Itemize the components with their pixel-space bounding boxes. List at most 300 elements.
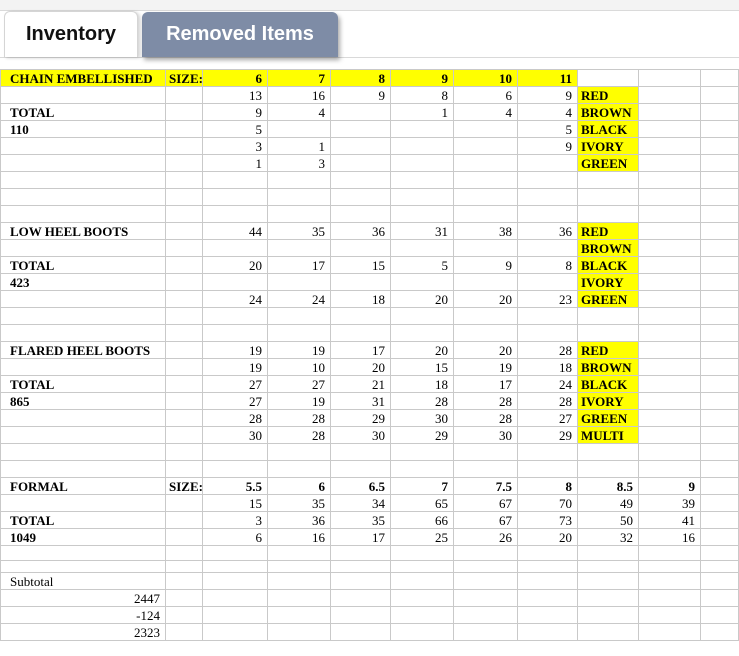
cell[interactable] xyxy=(166,376,203,393)
cell[interactable] xyxy=(454,189,518,206)
cell[interactable] xyxy=(268,308,331,325)
cell[interactable] xyxy=(1,359,166,376)
cell[interactable] xyxy=(331,607,391,624)
cell[interactable] xyxy=(1,495,166,512)
color-label[interactable]: MULTI xyxy=(578,427,639,444)
value-cell[interactable]: 8 xyxy=(391,87,454,104)
cell[interactable] xyxy=(454,325,518,342)
color-label[interactable]: BROWN xyxy=(578,240,639,257)
value-cell[interactable]: 38 xyxy=(454,223,518,240)
cell[interactable] xyxy=(639,342,701,359)
value-cell[interactable] xyxy=(391,274,454,291)
section-title[interactable]: FORMAL xyxy=(1,478,166,495)
cell[interactable] xyxy=(391,172,454,189)
cell[interactable] xyxy=(391,325,454,342)
value-cell[interactable]: 27 xyxy=(268,376,331,393)
cell[interactable] xyxy=(1,461,166,478)
cell[interactable] xyxy=(639,325,701,342)
cell[interactable] xyxy=(701,624,739,641)
cell[interactable] xyxy=(701,590,739,607)
cell[interactable] xyxy=(1,138,166,155)
cell[interactable] xyxy=(701,342,739,359)
value-cell[interactable]: 29 xyxy=(391,427,454,444)
cell[interactable] xyxy=(1,189,166,206)
value-cell[interactable]: 15 xyxy=(391,359,454,376)
cell[interactable] xyxy=(639,393,701,410)
value-cell[interactable] xyxy=(454,240,518,257)
value-cell[interactable]: 18 xyxy=(391,376,454,393)
value-cell[interactable]: 31 xyxy=(391,223,454,240)
cell[interactable] xyxy=(639,138,701,155)
cell[interactable] xyxy=(578,70,639,87)
color-label[interactable]: IVORY xyxy=(578,393,639,410)
value-cell[interactable]: 26 xyxy=(454,529,518,546)
value-cell[interactable]: 20 xyxy=(391,291,454,308)
value-cell[interactable]: 1 xyxy=(203,155,268,172)
cell[interactable] xyxy=(331,546,391,561)
value-cell[interactable] xyxy=(331,155,391,172)
cell[interactable] xyxy=(166,427,203,444)
color-label[interactable]: BLACK xyxy=(578,121,639,138)
cell[interactable] xyxy=(639,573,701,590)
cell[interactable] xyxy=(166,461,203,478)
value-cell[interactable] xyxy=(331,138,391,155)
value-cell[interactable]: 41 xyxy=(639,512,701,529)
value-cell[interactable]: 73 xyxy=(518,512,578,529)
cell[interactable] xyxy=(701,138,739,155)
subtotal-value[interactable]: -124 xyxy=(1,607,166,624)
value-cell[interactable]: 28 xyxy=(454,410,518,427)
cell[interactable] xyxy=(166,104,203,121)
value-cell[interactable]: 9 xyxy=(454,257,518,274)
cell[interactable] xyxy=(518,546,578,561)
cell[interactable] xyxy=(166,121,203,138)
value-cell[interactable]: 23 xyxy=(518,291,578,308)
cell[interactable] xyxy=(391,590,454,607)
value-cell[interactable]: 1 xyxy=(268,138,331,155)
value-cell[interactable]: 13 xyxy=(203,87,268,104)
size-label[interactable]: SIZE: xyxy=(166,478,203,495)
value-cell[interactable]: 65 xyxy=(391,495,454,512)
value-cell[interactable]: 4 xyxy=(454,104,518,121)
cell[interactable] xyxy=(701,189,739,206)
value-cell[interactable]: 3 xyxy=(268,155,331,172)
cell[interactable] xyxy=(268,624,331,641)
value-cell[interactable]: 6 xyxy=(454,87,518,104)
cell[interactable] xyxy=(639,461,701,478)
cell[interactable] xyxy=(701,223,739,240)
cell[interactable] xyxy=(166,410,203,427)
value-cell[interactable]: 15 xyxy=(331,257,391,274)
cell[interactable] xyxy=(639,189,701,206)
cell[interactable] xyxy=(454,624,518,641)
color-label[interactable]: RED xyxy=(578,342,639,359)
cell[interactable] xyxy=(701,495,739,512)
cell[interactable] xyxy=(166,274,203,291)
section-title[interactable]: CHAIN EMBELLISHED xyxy=(1,70,166,87)
value-cell[interactable]: 32 xyxy=(578,529,639,546)
cell[interactable] xyxy=(518,607,578,624)
value-cell[interactable]: 30 xyxy=(454,427,518,444)
cell[interactable] xyxy=(268,590,331,607)
cell[interactable] xyxy=(518,444,578,461)
cell[interactable] xyxy=(578,189,639,206)
value-cell[interactable] xyxy=(518,155,578,172)
cell[interactable] xyxy=(701,257,739,274)
cell[interactable] xyxy=(203,607,268,624)
row-label[interactable]: 110 xyxy=(1,121,166,138)
row-label[interactable]: 865 xyxy=(1,393,166,410)
cell[interactable] xyxy=(518,325,578,342)
value-cell[interactable]: 30 xyxy=(391,410,454,427)
value-cell[interactable]: 20 xyxy=(331,359,391,376)
cell[interactable] xyxy=(639,257,701,274)
cell[interactable] xyxy=(391,624,454,641)
cell[interactable] xyxy=(454,461,518,478)
cell[interactable] xyxy=(1,155,166,172)
value-cell[interactable]: 28 xyxy=(391,393,454,410)
cell[interactable] xyxy=(639,172,701,189)
row-label[interactable]: FLARED HEEL BOOTS xyxy=(1,342,166,359)
cell[interactable] xyxy=(391,444,454,461)
cell[interactable] xyxy=(578,546,639,561)
cell[interactable] xyxy=(331,189,391,206)
value-cell[interactable]: 27 xyxy=(203,393,268,410)
value-cell[interactable]: 20 xyxy=(203,257,268,274)
color-label[interactable]: RED xyxy=(578,87,639,104)
cell[interactable] xyxy=(203,590,268,607)
cell[interactable] xyxy=(166,561,203,573)
cell[interactable] xyxy=(639,607,701,624)
size-header-cell[interactable]: 6 xyxy=(268,478,331,495)
cell[interactable] xyxy=(203,573,268,590)
cell[interactable] xyxy=(639,291,701,308)
value-cell[interactable] xyxy=(454,274,518,291)
value-cell[interactable]: 18 xyxy=(331,291,391,308)
cell[interactable] xyxy=(166,607,203,624)
color-label[interactable]: GREEN xyxy=(578,410,639,427)
value-cell[interactable] xyxy=(391,240,454,257)
value-cell[interactable]: 9 xyxy=(331,87,391,104)
cell[interactable] xyxy=(578,308,639,325)
cell[interactable] xyxy=(639,444,701,461)
value-cell[interactable]: 17 xyxy=(454,376,518,393)
cell[interactable] xyxy=(454,172,518,189)
cell[interactable] xyxy=(701,359,739,376)
value-cell[interactable] xyxy=(454,121,518,138)
value-cell[interactable] xyxy=(518,274,578,291)
value-cell[interactable] xyxy=(454,138,518,155)
value-cell[interactable]: 24 xyxy=(268,291,331,308)
cell[interactable] xyxy=(166,495,203,512)
cell[interactable] xyxy=(391,189,454,206)
cell[interactable] xyxy=(639,223,701,240)
value-cell[interactable] xyxy=(391,155,454,172)
cell[interactable] xyxy=(454,573,518,590)
cell[interactable] xyxy=(639,274,701,291)
value-cell[interactable] xyxy=(331,104,391,121)
value-cell[interactable]: 8 xyxy=(518,257,578,274)
cell[interactable] xyxy=(578,607,639,624)
size-header-cell[interactable]: 7 xyxy=(268,70,331,87)
size-header-cell[interactable]: 11 xyxy=(518,70,578,87)
value-cell[interactable]: 66 xyxy=(391,512,454,529)
value-cell[interactable]: 10 xyxy=(268,359,331,376)
cell[interactable] xyxy=(166,308,203,325)
cell[interactable] xyxy=(268,189,331,206)
cell[interactable] xyxy=(203,546,268,561)
cell[interactable] xyxy=(203,172,268,189)
cell[interactable] xyxy=(701,461,739,478)
value-cell[interactable]: 30 xyxy=(331,427,391,444)
cell[interactable] xyxy=(1,291,166,308)
value-cell[interactable]: 29 xyxy=(518,427,578,444)
cell[interactable] xyxy=(639,359,701,376)
cell[interactable] xyxy=(166,138,203,155)
cell[interactable] xyxy=(331,308,391,325)
value-cell[interactable]: 27 xyxy=(518,410,578,427)
value-cell[interactable]: 28 xyxy=(268,427,331,444)
value-cell[interactable]: 9 xyxy=(518,138,578,155)
cell[interactable] xyxy=(1,240,166,257)
value-cell[interactable] xyxy=(518,240,578,257)
cell[interactable] xyxy=(701,607,739,624)
cell[interactable] xyxy=(454,561,518,573)
value-cell[interactable] xyxy=(331,240,391,257)
value-cell[interactable] xyxy=(268,240,331,257)
cell[interactable] xyxy=(203,624,268,641)
value-cell[interactable]: 4 xyxy=(268,104,331,121)
value-cell[interactable]: 24 xyxy=(518,376,578,393)
value-cell[interactable]: 16 xyxy=(639,529,701,546)
cell[interactable] xyxy=(166,291,203,308)
cell[interactable] xyxy=(166,393,203,410)
cell[interactable] xyxy=(454,444,518,461)
color-label[interactable]: BLACK xyxy=(578,257,639,274)
cell[interactable] xyxy=(268,325,331,342)
cell[interactable] xyxy=(454,607,518,624)
value-cell[interactable] xyxy=(203,240,268,257)
cell[interactable] xyxy=(701,512,739,529)
cell[interactable] xyxy=(391,561,454,573)
cell[interactable] xyxy=(639,376,701,393)
value-cell[interactable]: 3 xyxy=(203,138,268,155)
value-cell[interactable] xyxy=(391,121,454,138)
cell[interactable] xyxy=(331,461,391,478)
cell[interactable] xyxy=(331,624,391,641)
cell[interactable] xyxy=(578,573,639,590)
cell[interactable] xyxy=(203,444,268,461)
value-cell[interactable]: 4 xyxy=(518,104,578,121)
cell[interactable] xyxy=(639,308,701,325)
value-cell[interactable]: 3 xyxy=(203,512,268,529)
cell[interactable] xyxy=(518,590,578,607)
subtotal-value[interactable]: 2323 xyxy=(1,624,166,641)
cell[interactable] xyxy=(166,325,203,342)
value-cell[interactable]: 31 xyxy=(331,393,391,410)
value-cell[interactable]: 50 xyxy=(578,512,639,529)
value-cell[interactable]: 30 xyxy=(203,427,268,444)
value-cell[interactable] xyxy=(454,155,518,172)
cell[interactable] xyxy=(391,461,454,478)
row-label[interactable]: TOTAL xyxy=(1,376,166,393)
value-cell[interactable]: 34 xyxy=(331,495,391,512)
size-header-cell[interactable]: 10 xyxy=(454,70,518,87)
cell[interactable] xyxy=(701,104,739,121)
value-cell[interactable]: 20 xyxy=(454,291,518,308)
cell[interactable] xyxy=(578,325,639,342)
value-cell[interactable]: 5 xyxy=(203,121,268,138)
cell[interactable] xyxy=(701,376,739,393)
cell[interactable] xyxy=(331,206,391,223)
value-cell[interactable]: 24 xyxy=(203,291,268,308)
cell[interactable] xyxy=(578,172,639,189)
cell[interactable] xyxy=(639,624,701,641)
value-cell[interactable]: 28 xyxy=(203,410,268,427)
cell[interactable] xyxy=(639,70,701,87)
cell[interactable] xyxy=(166,223,203,240)
cell[interactable] xyxy=(578,206,639,223)
cell[interactable] xyxy=(1,410,166,427)
cell[interactable] xyxy=(701,410,739,427)
value-cell[interactable]: 5 xyxy=(518,121,578,138)
row-label[interactable]: TOTAL xyxy=(1,257,166,274)
value-cell[interactable]: 35 xyxy=(331,512,391,529)
cell[interactable] xyxy=(166,189,203,206)
cell[interactable] xyxy=(268,561,331,573)
cell[interactable] xyxy=(203,325,268,342)
cell[interactable] xyxy=(203,461,268,478)
value-cell[interactable]: 36 xyxy=(268,512,331,529)
size-header-cell[interactable]: 8 xyxy=(331,70,391,87)
size-header-cell[interactable]: 7 xyxy=(391,478,454,495)
cell[interactable] xyxy=(331,590,391,607)
cell[interactable] xyxy=(1,172,166,189)
cell[interactable] xyxy=(518,573,578,590)
cell[interactable] xyxy=(701,87,739,104)
cell[interactable] xyxy=(701,121,739,138)
cell[interactable] xyxy=(701,172,739,189)
size-header-cell[interactable]: 9 xyxy=(391,70,454,87)
cell[interactable] xyxy=(331,172,391,189)
value-cell[interactable]: 67 xyxy=(454,495,518,512)
cell[interactable] xyxy=(639,87,701,104)
cell[interactable] xyxy=(166,206,203,223)
cell[interactable] xyxy=(166,529,203,546)
cell[interactable] xyxy=(1,546,166,561)
cell[interactable] xyxy=(268,172,331,189)
cell[interactable] xyxy=(518,561,578,573)
cell[interactable] xyxy=(331,561,391,573)
cell[interactable] xyxy=(578,461,639,478)
cell[interactable] xyxy=(268,461,331,478)
value-cell[interactable]: 6 xyxy=(203,529,268,546)
value-cell[interactable] xyxy=(331,274,391,291)
value-cell[interactable]: 36 xyxy=(331,223,391,240)
cell[interactable] xyxy=(268,546,331,561)
cell[interactable] xyxy=(331,573,391,590)
value-cell[interactable]: 27 xyxy=(203,376,268,393)
cell[interactable] xyxy=(454,308,518,325)
cell[interactable] xyxy=(1,308,166,325)
cell[interactable] xyxy=(518,206,578,223)
cell[interactable] xyxy=(268,573,331,590)
row-label[interactable]: 1049 xyxy=(1,529,166,546)
value-cell[interactable]: 19 xyxy=(203,342,268,359)
cell[interactable] xyxy=(454,590,518,607)
value-cell[interactable]: 28 xyxy=(518,393,578,410)
cell[interactable] xyxy=(578,590,639,607)
cell[interactable] xyxy=(578,444,639,461)
cell[interactable] xyxy=(1,427,166,444)
size-header-cell[interactable]: 6 xyxy=(203,70,268,87)
cell[interactable] xyxy=(1,87,166,104)
value-cell[interactable]: 67 xyxy=(454,512,518,529)
cell[interactable] xyxy=(701,561,739,573)
cell[interactable] xyxy=(639,561,701,573)
color-label[interactable]: IVORY xyxy=(578,274,639,291)
color-label[interactable]: GREEN xyxy=(578,155,639,172)
cell[interactable] xyxy=(203,561,268,573)
cell[interactable] xyxy=(166,546,203,561)
cell[interactable] xyxy=(701,240,739,257)
size-label[interactable]: SIZE: xyxy=(166,70,203,87)
cell[interactable] xyxy=(701,444,739,461)
value-cell[interactable]: 35 xyxy=(268,223,331,240)
cell[interactable] xyxy=(578,561,639,573)
cell[interactable] xyxy=(518,172,578,189)
cell[interactable] xyxy=(701,291,739,308)
cell[interactable] xyxy=(639,546,701,561)
value-cell[interactable]: 36 xyxy=(518,223,578,240)
value-cell[interactable]: 19 xyxy=(454,359,518,376)
size-header-cell[interactable]: 6.5 xyxy=(331,478,391,495)
size-header-cell[interactable]: 7.5 xyxy=(454,478,518,495)
cell[interactable] xyxy=(331,444,391,461)
cell[interactable] xyxy=(391,607,454,624)
cell[interactable] xyxy=(701,393,739,410)
size-header-cell[interactable]: 8.5 xyxy=(578,478,639,495)
cell[interactable] xyxy=(166,590,203,607)
cell[interactable] xyxy=(268,444,331,461)
cell[interactable] xyxy=(701,427,739,444)
cell[interactable] xyxy=(166,512,203,529)
value-cell[interactable] xyxy=(331,121,391,138)
cell[interactable] xyxy=(454,206,518,223)
row-label[interactable]: TOTAL xyxy=(1,512,166,529)
value-cell[interactable]: 49 xyxy=(578,495,639,512)
cell[interactable] xyxy=(166,342,203,359)
value-cell[interactable]: 17 xyxy=(268,257,331,274)
cell[interactable] xyxy=(639,155,701,172)
cell[interactable] xyxy=(701,70,739,87)
value-cell[interactable]: 21 xyxy=(331,376,391,393)
cell[interactable] xyxy=(1,325,166,342)
tab-inventory[interactable] xyxy=(4,11,138,57)
cell[interactable] xyxy=(391,546,454,561)
value-cell[interactable]: 28 xyxy=(518,342,578,359)
cell[interactable] xyxy=(639,104,701,121)
value-cell[interactable]: 28 xyxy=(454,393,518,410)
color-label[interactable]: IVORY xyxy=(578,138,639,155)
cell[interactable] xyxy=(701,478,739,495)
value-cell[interactable]: 25 xyxy=(391,529,454,546)
cell[interactable] xyxy=(1,444,166,461)
value-cell[interactable]: 15 xyxy=(203,495,268,512)
cell[interactable] xyxy=(268,206,331,223)
cell[interactable] xyxy=(701,573,739,590)
cell[interactable] xyxy=(166,359,203,376)
